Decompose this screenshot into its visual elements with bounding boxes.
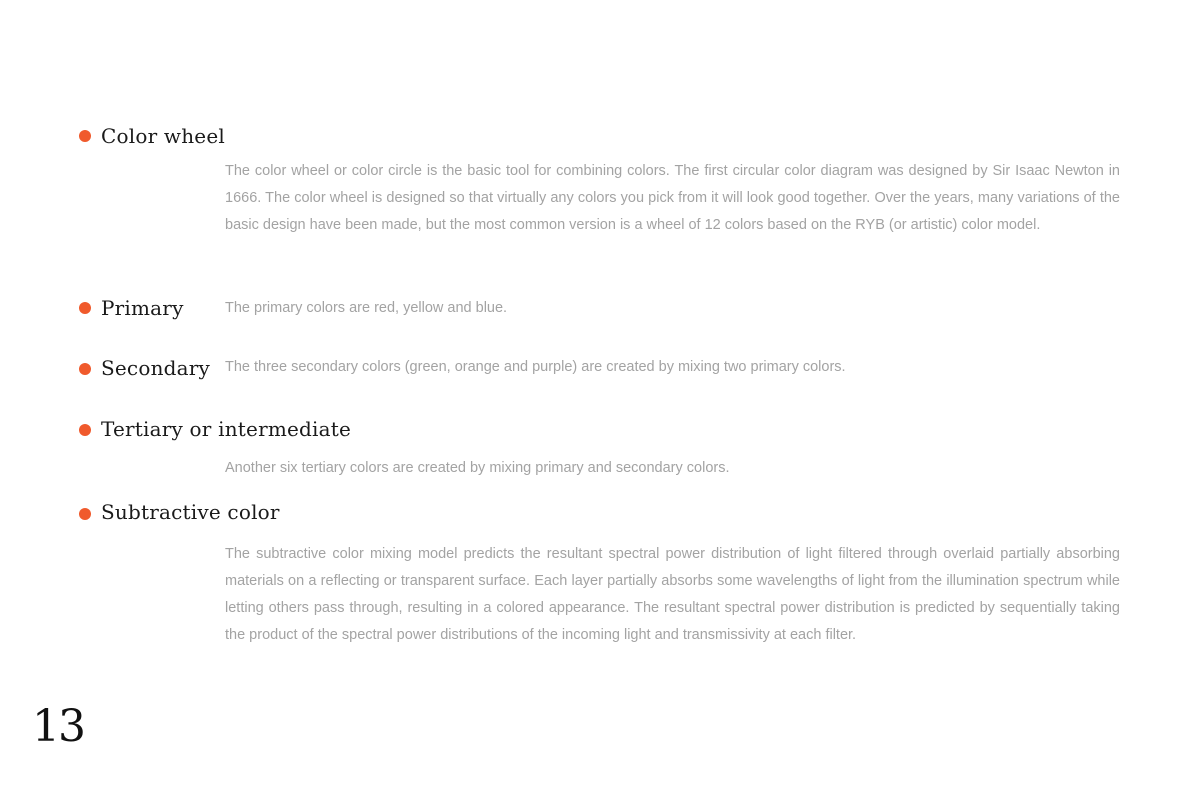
section-title-primary: Primary bbox=[101, 296, 184, 320]
section-description-color-wheel: The color wheel or color circle is the basic tool for combining colors. The first circular color diagram was designed by Sir Isaac Newton in 1666. The color wheel is designed so that virtually any colors you pick from it will look good together. Over the years, many variations of the basic design have been made, but the most common version is a wheel of 12 colors based on the RYB (or artistic) color model. bbox=[225, 163, 1120, 233]
bullet-icon bbox=[79, 302, 91, 314]
section-title-subtractive-color: Subtractive color bbox=[101, 500, 280, 524]
section-description-tertiary: Another six tertiary colors are created by mixing primary and secondary colors. bbox=[225, 460, 730, 476]
bullet-icon bbox=[79, 363, 91, 375]
page-number: 13 bbox=[32, 701, 84, 752]
section-title-secondary: Secondary bbox=[101, 356, 211, 380]
bullet-icon bbox=[79, 508, 91, 520]
bullet-icon bbox=[79, 424, 91, 436]
section-description-secondary: The three secondary colors (green, orange and purple) are created by mixing two primary colors. bbox=[225, 359, 846, 375]
section-title-tertiary: Tertiary or intermediate bbox=[101, 417, 352, 441]
section-description-subtractive-color: The subtractive color mixing model predicts the resultant spectral power distribution of light filtered through overlaid partially absorbing materials on a reflecting or transparent surface. Each layer partially absorbs some wavelengths of light from the illumination spectrum while letting others pass through, resulting in a colored appearance. The resultant spectral power distribution is predicted by sequentially taking the product of the spectral power distributions of the incoming light and transmissivity at each filter. bbox=[225, 546, 1120, 643]
section-description-primary: The primary colors are red, yellow and blue. bbox=[225, 300, 508, 316]
bullet-icon bbox=[79, 130, 91, 142]
section-title-color-wheel: Color wheel bbox=[101, 124, 225, 148]
